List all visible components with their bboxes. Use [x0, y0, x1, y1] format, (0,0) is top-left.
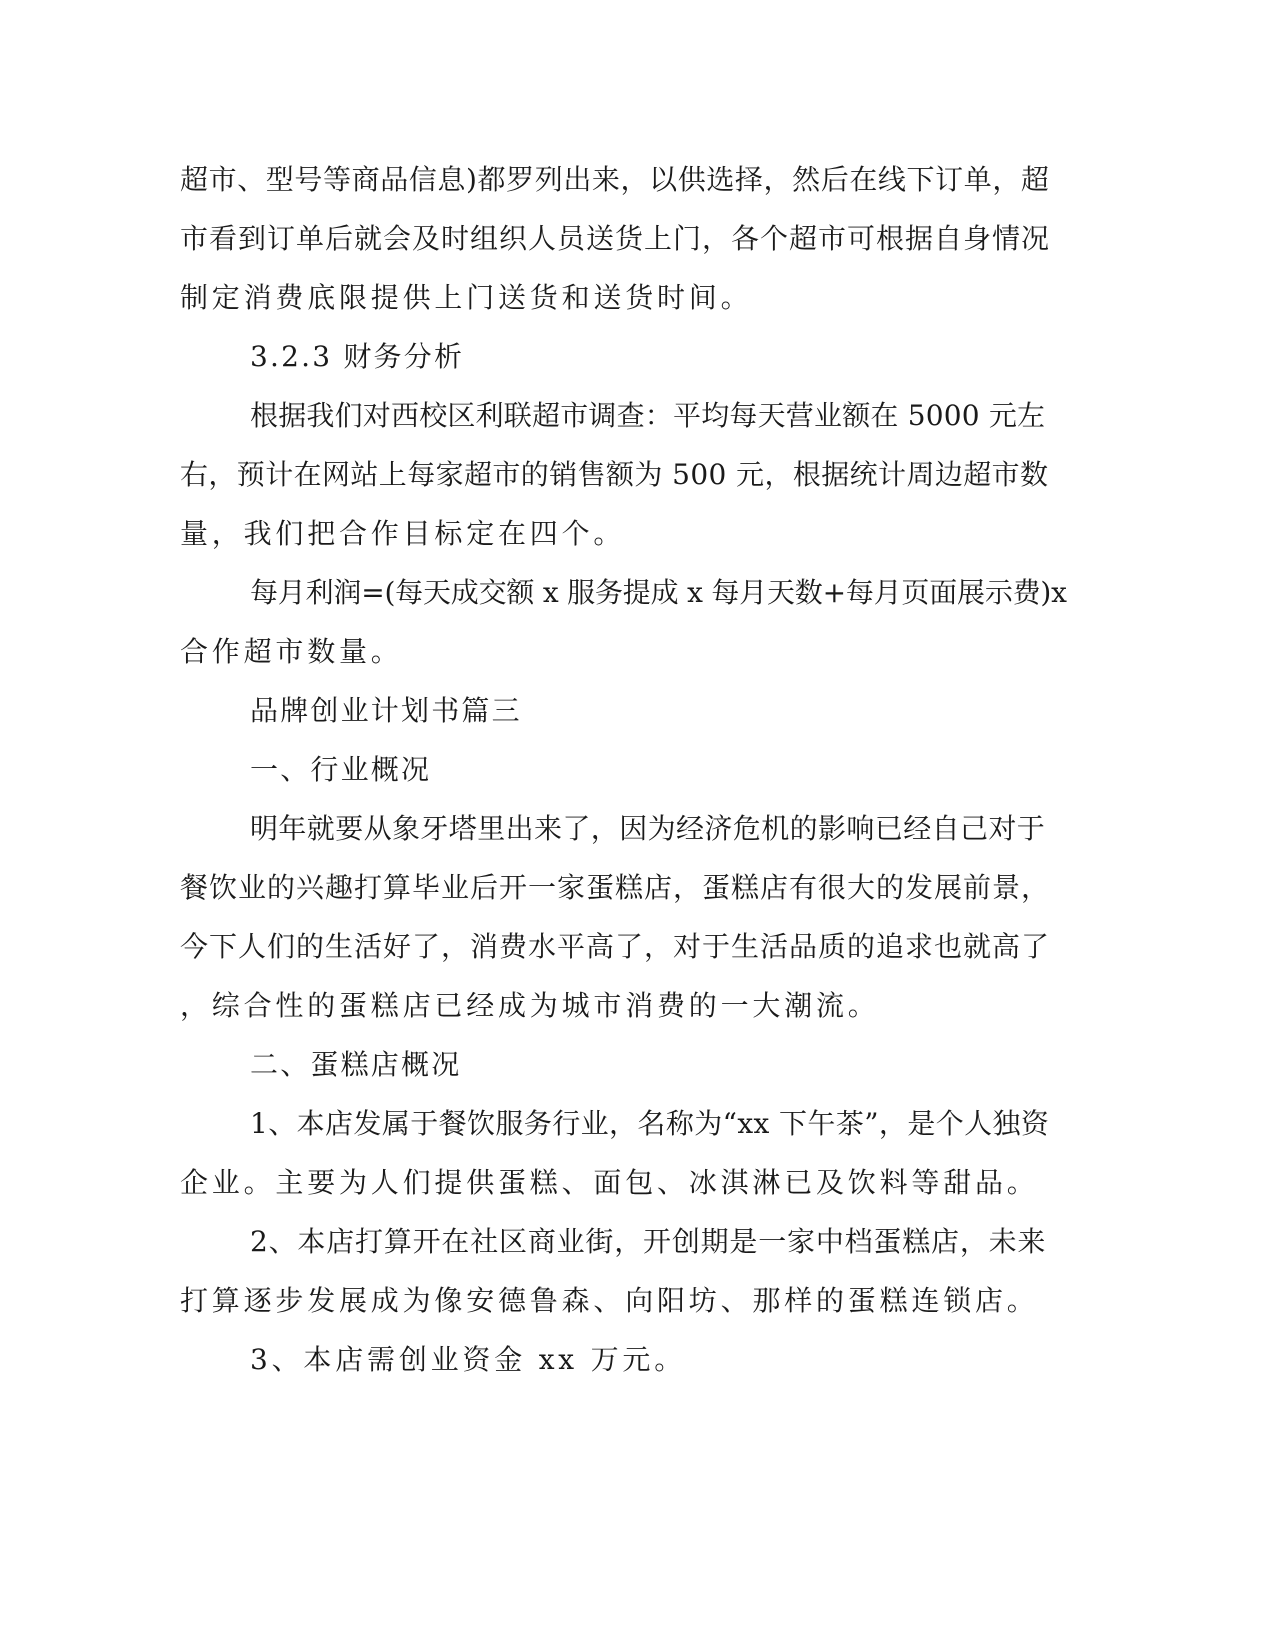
paragraph-line: ，综合性的蛋糕店已经成为城市消费的一大潮流。	[180, 989, 880, 1022]
paragraph-line: 企业。主要为人们提供蛋糕、面包、冰淇淋已及饮料等甜品。	[180, 1166, 1039, 1199]
paragraph-line: 今下人们的生活好了，消费水平高了，对于生活品质的追求也就高了	[180, 930, 1051, 963]
section-heading: 一、行业概况	[250, 753, 432, 786]
paragraph-line: 超市、型号等商品信息)都罗列出来，以供选择，然后在线下订单，超	[180, 163, 1050, 196]
paragraph-line: 1、本店发属于餐饮服务行业，名称为“xx 下午茶”，是个人独资	[250, 1107, 1050, 1140]
paragraph-line: 市看到订单后就会及时组织人员送货上门，各个超市可根据自身情况	[180, 222, 1051, 255]
paragraph-line: 2、本店打算开在社区商业街，开创期是一家中档蛋糕店，未来	[250, 1225, 1047, 1258]
paragraph-line: 3、本店需创业资金 xx 万元。	[250, 1343, 686, 1376]
paragraph-line: 右，预计在网站上每家超市的销售额为 500 元，根据统计周边超市数	[180, 458, 1049, 491]
document-title: 品牌创业计划书篇三	[250, 694, 522, 727]
section-heading: 3.2.3 财务分析	[250, 340, 465, 373]
section-heading: 二、蛋糕店概况	[250, 1048, 462, 1081]
paragraph-line: 餐饮业的兴趣打算毕业后开一家蛋糕店，蛋糕店有很大的发展前景，	[180, 871, 1051, 904]
paragraph-line: 明年就要从象牙塔里出来了，因为经济危机的影响已经自己对于	[250, 812, 1046, 845]
formula-line: 每月利润=(每天成交额 x 服务提成 x 每月天数+每月页面展示费)x	[250, 576, 1067, 609]
paragraph-line: 打算逐步发展成为像安德鲁森、向阳坊、那样的蛋糕连锁店。	[180, 1284, 1039, 1317]
paragraph-line: 根据我们对西校区利联超市调查：平均每天营业额在 5000 元左	[250, 399, 1046, 432]
paragraph-line: 制定消费底限提供上门送货和送货时间。	[180, 281, 753, 314]
paragraph-line: 量，我们把合作目标定在四个。	[180, 517, 626, 550]
paragraph-line: 合作超市数量。	[180, 635, 403, 668]
